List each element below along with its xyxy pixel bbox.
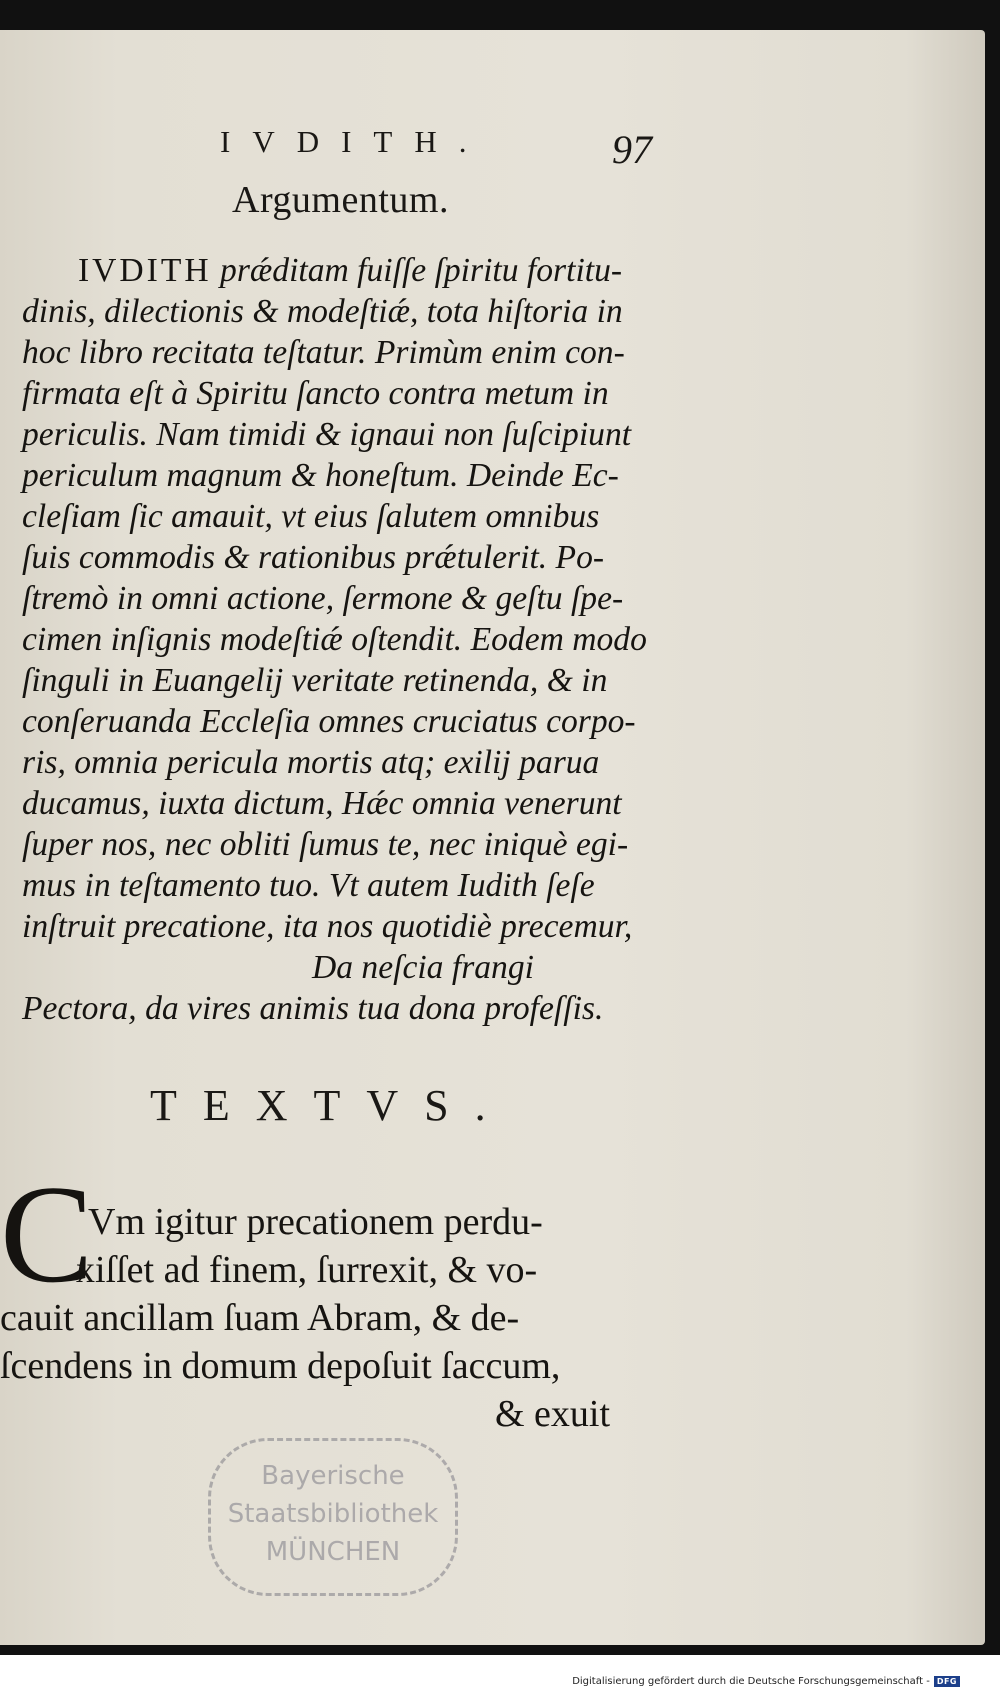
textus-line: xiſſet ad finem, ſurrexit, & vo-	[76, 1249, 538, 1291]
stamp-line: MÜNCHEN	[265, 1537, 401, 1567]
argument-title: Argumentum.	[232, 179, 449, 221]
catchword: & exuit	[495, 1393, 611, 1435]
textus-line: cauit ancillam ſuam Abram, & de-	[0, 1297, 520, 1339]
stamp-line: Staatsbibliothek	[227, 1499, 439, 1529]
textus-heading: TEXTVS.	[150, 1081, 512, 1130]
running-head: IVDITH.	[220, 124, 489, 159]
argument-line: mus in teſtamento tuo. Vt autem Iudith ſeſe	[22, 867, 595, 904]
drop-cap: C	[0, 1157, 94, 1312]
textus-line: ſcendens in domum depoſuit ſaccum,	[0, 1345, 561, 1387]
argument-lead-word: IVDITH	[78, 252, 212, 289]
argument-line: dinis, dilectionis & modeſtiǽ, tota hiſtoria in	[22, 293, 623, 330]
credit-text: Digitalisierung gefördert durch die Deutsche Forschungsgemeinschaft -	[572, 1676, 930, 1687]
argument-line: conſeruanda Eccleſia omnes cruciatus corpo-	[22, 703, 636, 740]
argument-body	[22, 250, 662, 1029]
library-stamp	[208, 1438, 458, 1596]
argument-line: ris, omnia pericula mortis atq; exilij parua	[22, 744, 600, 781]
textus-line: Vm igitur precationem perdu-	[88, 1201, 543, 1243]
footer-credit	[572, 1676, 960, 1687]
page-number: 97	[612, 127, 652, 172]
argument-line: ſuis commodis & rationibus prǽtulerit. Po-	[22, 539, 605, 576]
book-page	[0, 30, 985, 1645]
argument-line: inſtruit precatione, ita nos quotidiè precemur,	[22, 908, 633, 945]
argument-line: periculis. Nam timidi & ignaui non ſuſcipiunt	[22, 416, 632, 453]
argument-line: IVDITH prǽditam fuiſſe ſpiritu fortitu-	[78, 252, 623, 289]
argument-line: periculum magnum & honeſtum. Deinde Ec-	[22, 457, 619, 494]
verse-quote-line: Pectora, da vires animis tua dona profeſſis.	[22, 990, 604, 1027]
argument-line: hoc libro recitata teſtatur. Primùm enim con-	[22, 334, 625, 371]
verse-quote-line: Da neſcia frangi	[312, 949, 534, 986]
stamp-line: Bayerische	[261, 1461, 405, 1491]
argument-line: ducamus, iuxta dictum, Hǽc omnia venerunt	[22, 785, 622, 822]
argument-line: cleſiam ſic amauit, vt eius ſalutem omnibus	[22, 498, 600, 535]
argument-line: firmata eſt à Spiritu ſancto contra metum in	[22, 375, 609, 412]
argument-line: ſinguli in Euangelij veritate retinenda, & in	[22, 662, 608, 699]
textus-body	[0, 1198, 640, 1438]
argument-line: ſtremò in omni actione, ſermone & geſtu ſpe-	[22, 580, 624, 617]
argument-line: ſuper nos, nec obliti ſumus te, nec iniquè egi-	[22, 826, 629, 863]
argument-line: cimen inſignis modeſtiǽ oſtendit. Eodem modo	[22, 621, 647, 658]
dfg-logo: DFG	[934, 1676, 960, 1687]
